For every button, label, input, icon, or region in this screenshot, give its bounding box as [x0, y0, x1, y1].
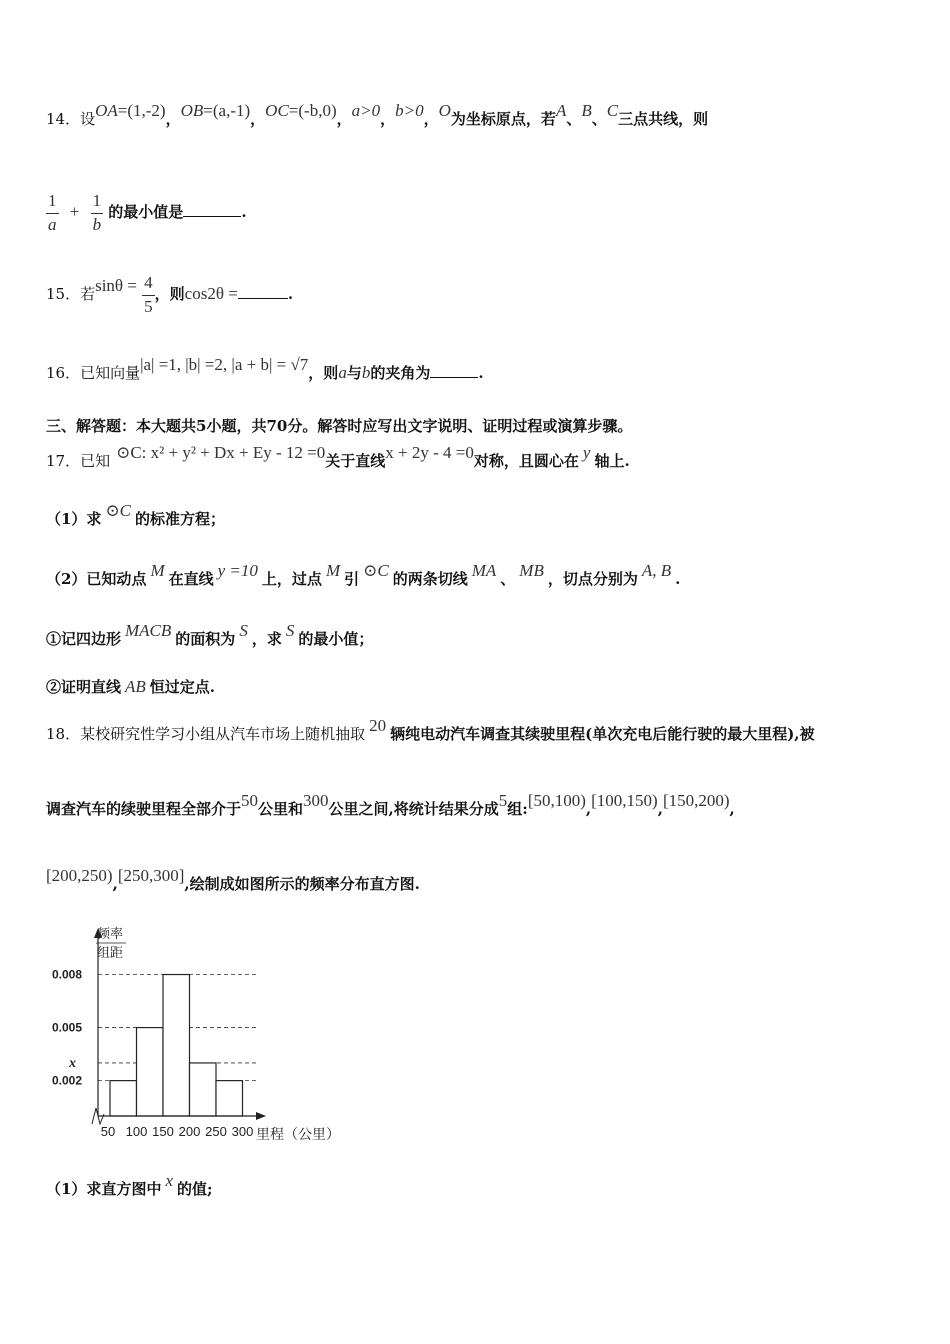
q18-group3: [150,200)	[662, 791, 730, 810]
q17-s1-text1: 的面积为	[175, 630, 236, 648]
y-axis-title-bottom: 组距	[97, 945, 124, 960]
q17-part2	[46, 561, 681, 588]
q17-s1-label: ①记四边形	[46, 630, 122, 648]
q18-text6: ,绘制成如图所示的频率分布直方图.	[184, 875, 420, 893]
q17-p1-label: （1）求	[46, 510, 102, 528]
q14-oa-val: =(1,-2)	[117, 101, 166, 120]
q14-point-a: A	[555, 101, 567, 120]
q18-p1-text: 的值;	[177, 1180, 213, 1198]
q15-frac	[142, 274, 155, 316]
q16-expr: |a| =1, |b| =2, |a + b| = √7	[140, 355, 309, 374]
q18-part1	[46, 1171, 213, 1198]
y-tick-label-2: x	[69, 1055, 76, 1071]
q17-text3: 轴上.	[594, 452, 630, 470]
histogram-bar-4	[216, 1081, 243, 1116]
q18-group5: [250,300]	[117, 866, 185, 885]
q17-text2: 对称，且圆心在	[473, 452, 579, 470]
q14-frac2-den: b	[92, 214, 102, 234]
q18-comma1: ,	[585, 800, 592, 818]
q14-point-c: C	[606, 101, 619, 120]
q17-p2-sep: 、	[500, 570, 516, 588]
q16-text3: 的夹角为	[370, 364, 431, 382]
q17-p1-circle: ⊙C	[105, 501, 132, 520]
q18-v300: 300	[303, 791, 329, 810]
q18-p1-label: （1）求直方图中	[46, 1180, 162, 1198]
q14-frac1-den: a	[48, 214, 57, 234]
q17-sub2	[46, 678, 215, 695]
q17-p2-ab: A, B	[641, 561, 672, 580]
q14-frac2	[91, 192, 104, 234]
x-tick-label-2: 150	[152, 1124, 174, 1139]
chart-bars	[110, 975, 243, 1116]
q17-p2-text4: 的两条切线	[392, 570, 468, 588]
q16-label: 16．已知向量	[46, 364, 141, 382]
histogram-bar-3	[190, 1063, 217, 1116]
frequency-histogram	[40, 918, 360, 1148]
q14-oc-val: =(-b,0)	[288, 101, 337, 120]
q14-answer-blank	[183, 215, 241, 217]
q17-circle-eq: ⊙C: x² + y² + Dx + Ey - 12 =0	[116, 443, 326, 462]
q18-text1: 辆纯电动汽车调查其续驶里程(单次充电后能行驶的最大里程),被	[390, 725, 815, 743]
q17-s1-s: S	[239, 621, 248, 640]
x-tick-label-5: 300	[231, 1124, 254, 1139]
q17-s2-ab: AB	[125, 677, 146, 696]
q14-text2: 三点共线，则	[618, 110, 709, 128]
chart-x-labels	[101, 1124, 254, 1139]
y-tick-label-1: 0.005	[51, 1020, 82, 1035]
y-tick-label-0: 0.008	[51, 967, 82, 982]
q18-text4: 公里之间,将统计结果分成	[328, 800, 499, 818]
x-tick-label-4: 250	[205, 1124, 227, 1139]
q14-ob-val: =(a,-1)	[203, 101, 251, 120]
q17-line-eq: x + 2y - 4 =0	[385, 443, 474, 462]
q14-frac2-num: 1	[92, 191, 102, 210]
q17-p2-text1: 在直线	[168, 570, 214, 588]
q16-line	[46, 355, 484, 382]
q18-line1	[46, 716, 815, 743]
q16-text1: ，则	[308, 364, 339, 382]
q17-line	[46, 443, 630, 470]
q18-comma2: ,	[657, 800, 663, 818]
q14-text3: 的最小值是	[108, 203, 184, 222]
q18-label: 18．某校研究性学习小组从汽车市场上随机抽取	[46, 725, 366, 743]
q14-point-b: B	[581, 101, 592, 120]
chart-y-labels	[52, 968, 82, 1088]
section3-heading: 三、解答题：本大题共5小题，共70分。解答时应写出文字说明、证明过程或演算步骤。	[46, 417, 633, 435]
q17-p2-circle: ⊙C	[363, 561, 389, 580]
q18-p1-x: x	[165, 1171, 173, 1190]
q17-p2-mb: MB	[519, 561, 544, 580]
q17-p2-end: .	[675, 570, 681, 588]
q14-end: .	[241, 203, 247, 222]
q14-oc: OC	[265, 101, 289, 120]
q17-p2-m: M	[150, 561, 165, 580]
q17-p2-label: （2）已知动点	[46, 570, 147, 588]
q14-ob: OB	[180, 101, 204, 120]
q18-line2	[46, 791, 735, 818]
histogram-bar-2	[163, 975, 190, 1116]
q18-line3	[46, 866, 420, 893]
q14-origin: O	[438, 101, 451, 120]
q17-p2-text3: 引	[344, 570, 360, 588]
q17-label: 17．已知	[46, 452, 111, 470]
y-tick-label-3: 0.002	[51, 1073, 82, 1088]
q14-cond-b: b>0	[395, 101, 424, 120]
q14-oa: OA	[95, 101, 118, 120]
q18-v5: 5	[498, 791, 508, 810]
q17-p1-text: 的标准方程；	[135, 510, 226, 528]
q17-s2-text1: 恒过定点.	[149, 678, 216, 696]
q18-group1: [50,100)	[527, 791, 586, 810]
q17-p2-m2: M	[325, 561, 341, 580]
q18-group4: [200,250)	[46, 866, 113, 885]
histogram-bar-1	[137, 1028, 164, 1116]
q14-label: 14．设	[46, 110, 96, 128]
q18-text2: 调查汽车的续驶里程全部介于	[46, 800, 242, 818]
q17-p2-text5: ，切点分别为	[547, 570, 638, 588]
q15-answer-blank	[238, 297, 288, 299]
q17-s1-s2: S	[285, 621, 295, 640]
q18-text3: 公里和	[258, 800, 304, 818]
q18-text5: 组:	[507, 800, 528, 818]
q14-line1: 14．设OA=(1,-2)，OB=(a,-1)，OC=(-b,0)，a>0，b>0，O为坐标原点，若A、B、C三点共线，则	[46, 101, 709, 128]
q17-p2-text2: 上，过点	[261, 570, 322, 588]
x-axis-arrow	[256, 1112, 266, 1120]
histogram-bar-0	[110, 1081, 137, 1116]
q18-n: 20	[369, 716, 387, 735]
q17-part1	[46, 501, 226, 528]
q17-s1-text3: 的最小值；	[298, 630, 374, 648]
q16-vec-b: b	[361, 363, 371, 382]
q17-sub1	[46, 621, 374, 648]
q17-text1: 关于直线	[325, 452, 386, 470]
q17-s1-quad: MACB	[125, 621, 172, 640]
q15-line	[46, 274, 293, 316]
q17-y: y	[582, 443, 591, 462]
q18-comma4: ,	[112, 875, 118, 893]
q17-s1-text2: ，求	[251, 630, 282, 648]
q18-comma3: ,	[729, 800, 735, 818]
q14-frac1	[46, 192, 59, 234]
q17-p2-ma: MA	[471, 561, 497, 580]
y-axis-title-top: 频率	[97, 926, 124, 941]
x-tick-label-0: 50	[100, 1124, 116, 1139]
q17-p2-line: y =10	[217, 561, 258, 580]
x-axis-title: 里程（公里）	[256, 1126, 340, 1142]
x-tick-label-3: 200	[178, 1124, 201, 1139]
q14-line2: $\frac{1}{a}$ + $\frac{1}{b}$ 的最小值是 .	[48, 191, 247, 234]
q15-end: .	[287, 285, 294, 304]
q14-text1: 为坐标原点，若	[450, 110, 556, 128]
q17-s2-label: ②证明直线	[46, 678, 122, 696]
q15-sin: sinθ =	[95, 276, 137, 296]
q15-text1: ，则	[154, 285, 185, 304]
q16-vec-a: a	[338, 363, 347, 382]
q14-frac1-num: 1	[48, 191, 57, 210]
q16-end: .	[478, 364, 484, 382]
q16-text2: 与	[346, 364, 362, 382]
q14-cond-a: a>0	[351, 101, 381, 120]
q15-den: 5	[144, 296, 153, 316]
q18-group2: [100,150)	[591, 791, 658, 810]
q15-label: 15．若	[46, 285, 96, 304]
q18-v50: 50	[241, 791, 259, 810]
q15-num: 4	[144, 273, 153, 292]
q16-answer-blank	[430, 376, 478, 378]
q15-cos: cos2θ =	[184, 284, 238, 304]
x-tick-label-1: 100	[125, 1124, 148, 1139]
